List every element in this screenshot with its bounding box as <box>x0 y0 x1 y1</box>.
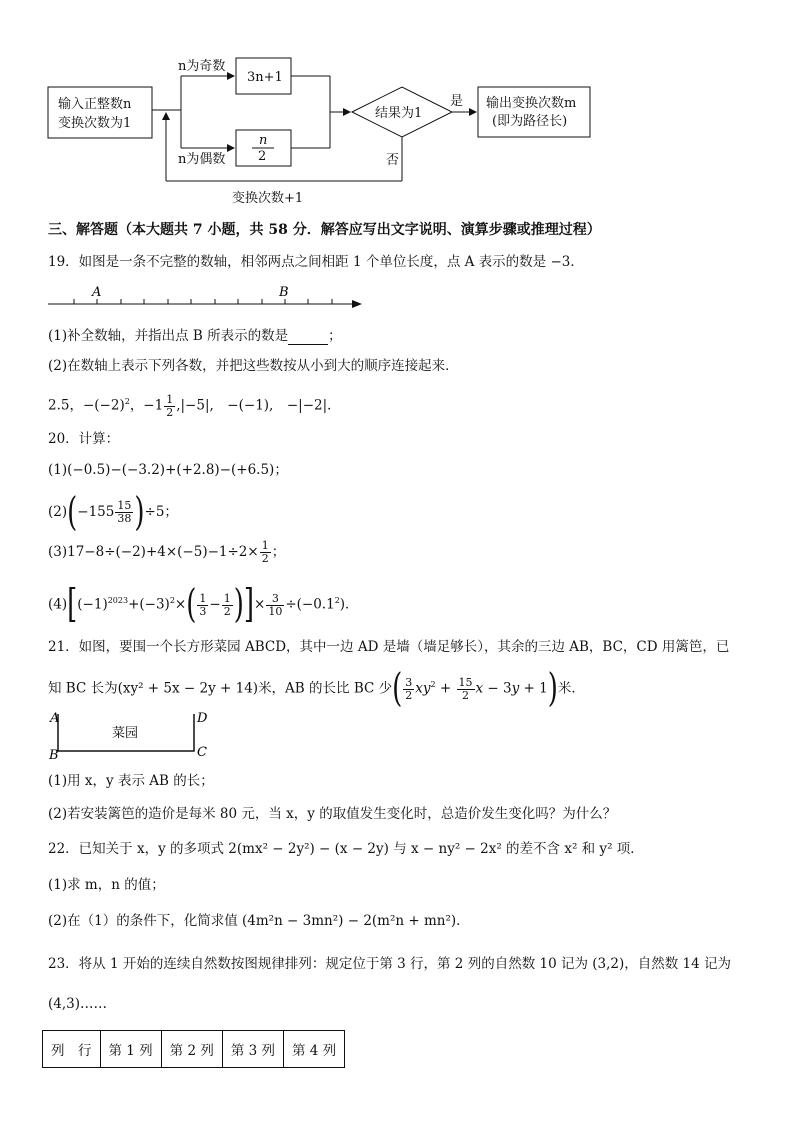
yes-label: 是 <box>450 94 464 109</box>
branch-even-label: n为偶数 <box>178 152 226 167</box>
number-line <box>40 282 370 312</box>
table-header-cell: 第 1 列 <box>100 1031 161 1068</box>
table-header-cell: 第 3 列 <box>222 1031 283 1068</box>
q22-part2: (2)在（1）的条件下，化简求值 (4m²n − 3mn²) − 2(m²n + mn²)． <box>48 913 470 929</box>
q20-part2: (2)(−155 $\frac{15}{38}$ )÷5； <box>48 490 178 535</box>
output-text-2: (即为路径长) <box>492 114 568 129</box>
decision-text: 结果为1 <box>375 106 423 121</box>
q20-part3: (3)17−8÷(−2)+4×(−5)−1÷2× $\frac{1}{2}$ ； <box>48 539 286 565</box>
no-label: 否 <box>386 153 400 168</box>
answer-blank[interactable] <box>288 332 328 345</box>
loop-label: 变换次数+1 <box>232 191 304 206</box>
q19-numbers: 2.5，$-(-2)^2$，−1 $\frac{1}{2}$ ,|−5|, −(−1), −|−2|． <box>48 392 341 419</box>
point-a-label: A <box>92 285 102 300</box>
section-heading: 三、解答题（本大题共 7 小题，共 58 分．解答应写出文字说明、演算步骤或推理过程） <box>48 222 601 238</box>
output-box <box>478 87 590 137</box>
q22-part1: (1)求 m，n 的值； <box>48 877 165 893</box>
input-text-2: 变换次数为1 <box>58 116 132 131</box>
odd-op-text: 3n+1 <box>247 70 283 85</box>
svg-text:C: C <box>197 745 207 760</box>
even-op-num: n <box>259 133 268 148</box>
q22-stem: 22．已知关于 x，y 的多项式 2(mx² − 2y²) − (x − 2y) 与 x − ny² − 2x² 的差不含 x² 和 y² 项． <box>48 841 644 857</box>
q21-stem-1: 21．如图，要围一个长方形菜园 ABCD，其中一边 AD 是墙（墙足够长），其余的三边 AB，BC，CD 用篱笆，已 <box>48 639 730 655</box>
svg-text:D: D <box>197 711 208 726</box>
table-header-cell: 列 行 <box>43 1031 101 1068</box>
q23-stem: 23．将从 1 开始的连续自然数按图规律排列：规定位于第 3 行，第 2 列的自然数 10 记为 (3,2)，自然数 14 记为 <box>48 956 732 972</box>
q23-cont: (4,3)…… <box>48 996 108 1012</box>
point-b-label: B <box>279 285 289 300</box>
q20-stem: 20．计算： <box>48 431 120 447</box>
table-header-cell: 第 2 列 <box>161 1031 222 1068</box>
q21-stem-2: 知 BC 长为(xy² + 5x − 2y + 14)米，AB 的长比 BC 少( $\frac{3}{2}$ $xy^2$ + $\frac{15}{2}$ x − 3y + 1)米． <box>48 666 585 712</box>
even-op-den: 2 <box>258 149 267 164</box>
table-row <box>43 1031 345 1068</box>
q21-part1: (1)用 x，y 表示 AB 的长； <box>48 773 214 789</box>
q20-part4: $(4)[(-1)^{2023}+(-3)^2\times$( $\frac{1}{3}$ − $\frac{1}{2}$ )]× $\frac{3}{10}$ $\div(-0.1^2)$． <box>48 582 359 628</box>
q19-stem: 19．如图是一条不完整的数轴，相邻两点之间相距 1 个单位长度，点 A 表示的数是 −3． <box>48 254 584 270</box>
q19-part1: (1)补全数轴，并指出点 B 所表示的数是 ； <box>48 328 342 344</box>
branch-odd-label: n为奇数 <box>178 59 226 74</box>
svg-text:B: B <box>49 748 59 763</box>
flowchart-diagram <box>0 0 794 215</box>
svg-text:A: A <box>50 711 60 726</box>
arrangement-table <box>42 1030 345 1068</box>
input-text-1: 输入正整数n <box>58 97 132 112</box>
output-text-1: 输出变换次数m <box>486 96 577 111</box>
garden-diagram <box>46 708 226 763</box>
q20-part1: (1)(−0.5)−(−3.2)+(+2.8)−(+6.5)； <box>48 462 288 478</box>
q21-part2: (2)若安装篱笆的造价是每米 80 元，当 x，y 的取值发生变化时，总造价发生变化吗？为什么？ <box>48 806 617 822</box>
table-header-cell: 第 4 列 <box>284 1031 345 1068</box>
svg-text:菜园: 菜园 <box>112 726 139 741</box>
q19-part2: (2)在数轴上表示下列各数，并把这些数按从小到大的顺序连接起来． <box>48 358 459 374</box>
